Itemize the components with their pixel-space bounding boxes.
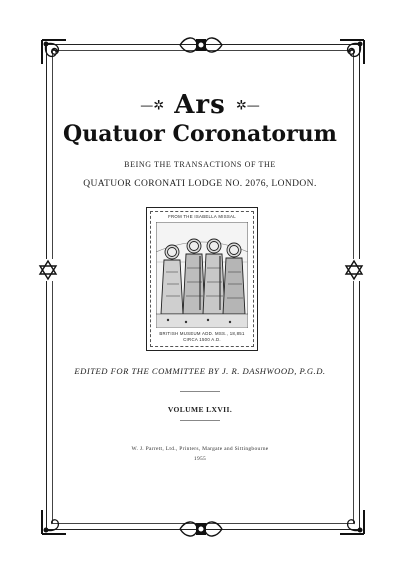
- printer-line: W. J. Parrett, Ltd., Printers, Margate and Sittingbourne: [131, 446, 269, 452]
- left-star-flourish-icon: —✲: [140, 98, 165, 114]
- volume-number: VOLUME LXVII.: [167, 405, 233, 414]
- corner-ornament-bottom-right-icon: [336, 506, 366, 536]
- illustration-caption-bottom-2: CIRCA 1500 A.D.: [183, 337, 221, 342]
- corner-ornament-bottom-left-icon: [40, 506, 70, 536]
- title-main-line: [0, 90, 400, 120]
- star-of-david-right-icon: [344, 259, 364, 281]
- corner-ornament-top-right-icon: [336, 38, 366, 68]
- subtitle-line-1: BEING THE TRANSACTIONS OF THE: [124, 160, 276, 169]
- divider-rule-bottom: [180, 420, 220, 421]
- editor-line: EDITED FOR THE COMMITTEE BY J. R. DASHWOOD, P.G.D.: [74, 366, 326, 376]
- illustration-caption-bottom-1: BRITISH MUSEUM ADD. MSS., 18,851: [159, 331, 245, 336]
- corner-ornament-top-left-icon: [40, 38, 70, 68]
- publication-year: 1955: [193, 456, 207, 462]
- divider-rule-top: [180, 391, 220, 392]
- illustration-caption-top: FROM THE ISABELLA MISSAL: [168, 214, 236, 219]
- star-of-david-left-icon: [38, 259, 58, 281]
- isabella-missal-illustration: [146, 207, 258, 351]
- title-ars: Ars: [174, 90, 226, 120]
- subtitle-line-2: QUATUOR CORONATI LODGE NO. 2076, LONDON.: [83, 179, 317, 189]
- four-crowned-martyrs-image: [156, 222, 248, 328]
- title-quatuor-coronatorum: Quatuor Coronatorum: [63, 121, 337, 147]
- bottom-center-ornament-icon: [176, 518, 226, 540]
- right-star-flourish-icon: ✲—: [235, 98, 260, 114]
- top-center-ornament-icon: [176, 34, 226, 56]
